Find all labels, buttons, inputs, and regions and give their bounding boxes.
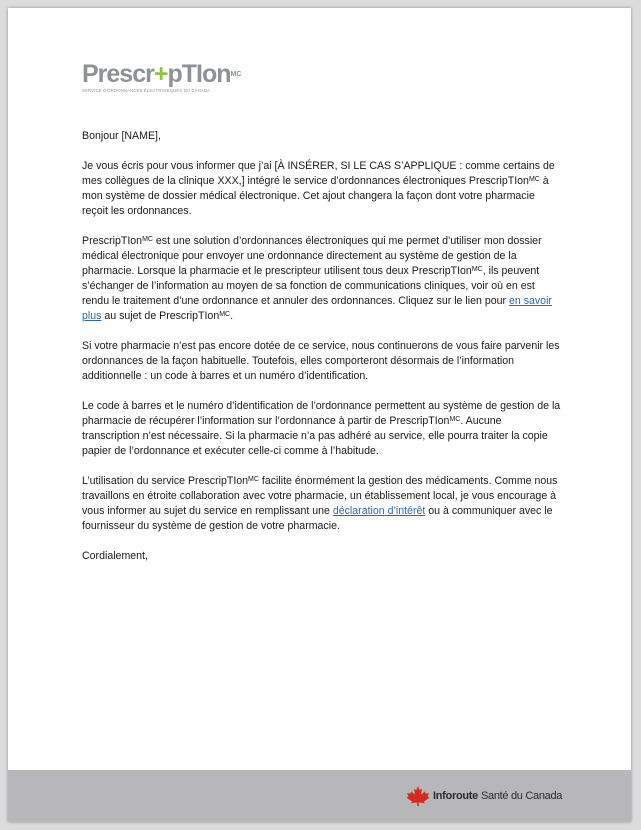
logo-tagline: SERVICE D'ORDONNANCES ÉLECTRONIQUES DU CANADA: [82, 88, 211, 93]
letter-body: [82, 129, 562, 579]
maple-leaf-icon: [406, 786, 430, 806]
footer-brand-light: Santé du Canada: [480, 790, 563, 802]
learn-more-link[interactable]: en savoir plus: [82, 295, 552, 322]
declaration-of-interest-link[interactable]: déclaration d’intérêt: [332, 505, 426, 517]
footer-brand-bold: Inforoute: [433, 790, 478, 802]
closing: Cordialement,: [82, 550, 148, 562]
infoway-logo: [406, 786, 562, 806]
logo-mark: MC: [230, 71, 242, 78]
paragraph-2: PrescripTIon$^{MC}$ est une solution d’ordonnances électroniques qui me permet d’utiliser mon dossier médical électronique pour envoyer une ordonnance directement au système de gestion de la pharmacie. Lorsque la pharmacie et le prescripteur utilisent tous deux PrescripTIon$^{MC}$, ils peuvent s’échanger de l’information au moyen de sa fonction de communications cliniques, voir où en est rendu le traitement d’une ordonnance et annuler des ordonnances. Cliquez sur le lien pour en savoir plus au sujet de PrescripTIon$^{MC}$.: [82, 235, 552, 322]
paragraph-4: Le code à barres et le numéro d’identification de l’ordonnance permettent au système de gestion de la pharmacie de récupérer l’information sur l’ordonnance à partir de PrescripTIon$^{MC}$. Aucune transcription n’est nécessaire. Si la pharmacie n’a pas adhéré au service, elle pourra traiter la copie papier de l’ordonnance et exécuter celle-ci comme à l’habitude.: [82, 400, 561, 457]
greeting: Bonjour [NAME],: [82, 130, 161, 142]
paragraph-3: Si votre pharmacie n’est pas encore dotée de ce service, nous continuerons de vous faire parvenir les ordonnances de la façon habituelle. Toutefois, elles comporteront désormais de l’information additionnelle : un code à barres et un numéro d’identification.: [82, 340, 560, 382]
logo-plus: +: [153, 60, 168, 88]
prescription-logo: [82, 62, 241, 93]
paragraph-1: Je vous écris pour vous informer que j’ai [À INSÉRER, SI LE CAS S’APPLIQUE : comme certains de mes collègues de la clinique XXX,] intégré le service d’ordonnances électroniques PrescripTIon$^{MC}$ à mon système de dossier médical électronique. Cet ajout changera la façon dont votre pharmacie reçoit les ordonnances.: [82, 160, 555, 217]
logo-wordmark: Prescr+pTIon$^{MC}$: [82, 60, 242, 88]
footer-bar: [8, 770, 631, 822]
paragraph-5: L’utilisation du service PrescripTIon$^{MC}$ facilite énormément la gestion des médicaments. Comme nous travaillons en étroite collaboration avec votre pharmacie, un établissement local, je vous encourage à vous informer au sujet du service en remplissant une déclaration d’intérêt ou à communiquer avec le fournisseur du système de gestion de votre pharmacie.: [82, 475, 558, 532]
document-page: [8, 8, 631, 822]
